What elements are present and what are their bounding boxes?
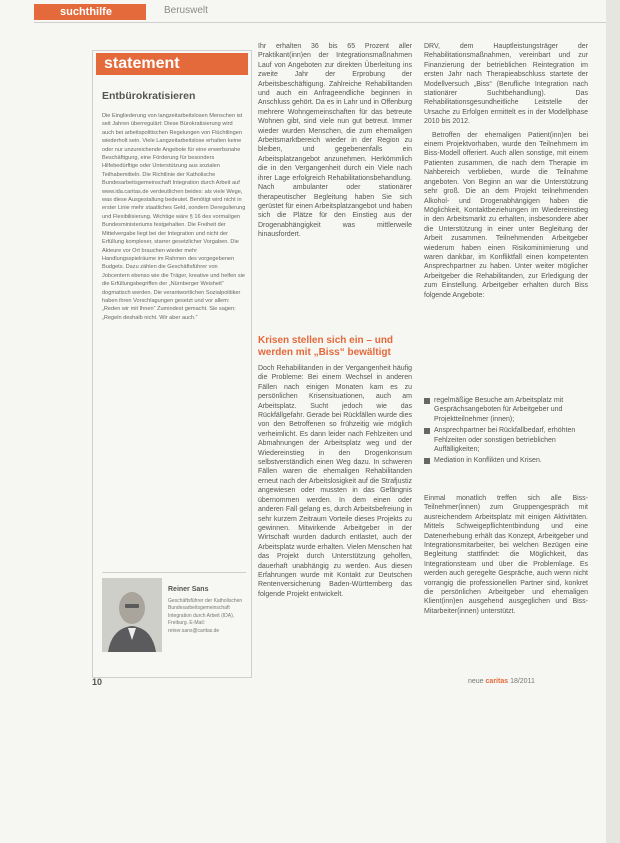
column-2-paragraph-2: Doch Rehabilitanden in der Vergangenheit häufig die Probleme: Bei einem Wechsel in anderen Fällen nach einigen Monaten kam es zu persönlichen Krisensituationen, auch am Arbeitsplatz. Sucht jedoch wie das Rückfällgefahr. Gerade bei Rückfällen wurde dies von den Betroffenen so frühzeitig wie möglich verheimlicht. Es dann leider nach Fehlzeiten und Abmahnungen der Arbeitsplatz weg und der Wiedereinstieg in den Drogenkonsum selbstverständlich einen Weg dazu. In schweren Fällen waren die ehemaligen Rehabilitanden erneut nach der Arbeitslosigkeit auf die Strafjustiz angewiesen oder mussten in das Gefängnis übernommen werden. In dem einen oder anderen Fall gelang es, durch Arbeitsbefreiung in sehr kurzem Zeitraum Vorteile dieses Projekts zu gewinnen. Mitwirkende Arbeitgeber in der Wirtschaft wurden dadurch entlastet, auch der Arbeitsplatz wurde erhalten. Vielen Menschen hat das Projekt durch Unterstützung geholfen, dauerhaft unabhängig zu werden. Aus diesen Erfahrungen wurde mit Kontakt zur Deutschen Rentenversicherung Baden-Württemberg das folgende Projekt entwickelt. [258, 365, 412, 598]
statement-body: Die Eingliederung von langzeitarbeitslosen Menschen ist seit Jahren überregulärt: Diese Bürokratisierung wird auch bei arbeitspolitischen Regelungen von Flüchtlingen wiederholt sein. Viele Langzeitarbeitslose erhalten keine oder nur unzureichende Angebote für eine erwerbsnahe Beschäftigung, eine Förderung für besonders Hilfebedürftige oder Unterstützung aus sozialen Teilhabemitteln. Die Richtlinie der Katholische Bundesarbeitsgemeinschaft Integration durch Arbeit auf www.ida.caritas.de verdeutlichen beides: als viele Wege, was diese Ausgestaltung bedeutet. Benötigt wird nicht in erster Linie mehr staatliches Geld, sondern Deregulierung und Flexibilisierung. Wichtige wäre § 16 des vormaligen Bundesministeriums festgehalten. Die Freiheit der Mittelvergabe liegt bei der Integration und nicht der Erfüllung komplexer, starrer gesetzlicher Vorgaben. Die Akteure vor Ort brauchen wieder mehr Handlungsspielräume im Rahmen des vorgegebenen Budgets. Dazu zählen die Geschäftsführer von Jobcentern ebenso wie die Träger, kreative und helfen sie die Erfüllungsbegriffen der „Nürnberger Weisheit“ dogmatisch werden. Die verantwortlichen Sozialpolitiker haben ihren Vorschlagungen gesetzt und vor allem: „Reden wir mit Ihnen“ Zumindest gemacht. Sie sagen: „Regeln deshalb nicht. Wir aber auch.“ [102, 113, 246, 321]
magazine-footer [468, 678, 535, 685]
bullet-item: regelmäßige Besuche am Arbeitsplatz mit Gesprächsangeboten für Arbeitgeber und Projektteilnehmer (innen); [424, 396, 588, 424]
header-divider [34, 22, 606, 23]
author-description: Geschäftsführer der Katholischen Bundesarbeitsgemeinschaft Integration durch Arbeit (IDA), Freiburg. E-Mail: reiner.sans@caritas.de [168, 598, 243, 634]
subheading: Krisen stellen sich ein – und werden mit „Biss“ bewältigt [258, 335, 394, 358]
author-name: Reiner Sans [168, 586, 209, 593]
scan-edge [606, 0, 620, 843]
column-3-paragraph-3: Einmal monatlich treffen sich alle Biss-Teilnehmer(innen) zum Gruppengespräch mit ausreichendem Arbeitsplatz mit einigen Aktivitäten. Mittels Schweigepflichtentbindung und eine Datenerhebung erhält das Konzept, Arbeitgeber und Integrationsmitarbeiter, bei welchen Bezügen eine Begleitung stattfindet: die Möglichkeit, das Integrationsteam und über die Problemlage. Es werden auch geregelte Gespräche, auch wenn nicht vorrangig die professionellen Partner sind, konkret die persönlichen Arbeitgeber und ehemaligen Klient(inn)en ausgehend ausgeglichen und Biss-Mitarbeiter(innen) unterstützt. [424, 495, 588, 615]
magazine-brand: caritas [485, 678, 509, 685]
magazine-prefix: neue [468, 678, 484, 685]
issue-number: 18/2011 [510, 678, 535, 685]
column-3-paragraph-1-text: DRV, dem Hauptleistungsträger der Rehabilitationsmaßnahmen, vereinbart und zur Finanzierung der betrieblichen Reintegration im ersten Jahr nach Therapieabschluss startete der Modellversuch „Biss“ (Berufliche Integration nach stationärer Suchtbehandlung). Das Rehabilitationsgesundheitliche Leitstelle der Ursache zu Erfolgen ermittelt es in der Modellphase 2010 bis 2012. [424, 43, 588, 126]
offer-bullet-list [424, 396, 588, 468]
bullet-item: Mediation in Konflikten und Krisen. [424, 456, 588, 465]
statement-label: statement [96, 53, 248, 75]
section-tag: suchthilfe [34, 4, 146, 20]
page-number: 10 [92, 677, 103, 687]
author-photo [102, 578, 162, 652]
column-3-paragraph-1 [424, 42, 588, 300]
section-category: Beruswelt [164, 5, 208, 16]
column-3-paragraph-2-text: Betroffen der ehemaligen Patient(inn)en bei einem Projektvorhaben, wurde den Teilnehmern im Biss-Modell offeriert. Auch allen sonstige, mit einem Patienten zusammen, die nach dem Therapie im Nahbereich verblieben, wurde die Teilnahme angeboten. Von Beginn an war die Unterstützung sehr groß. Die an dem Projekt teilnehmenden Alkohol- und Drogenabhängigen haben die Möglichkeit, Kontaktbeziehungen im Wiedereinstieg in den Arbeitsmarkt zu erhalten, insbesondere aber die Unterstützung in einer unter Begleitung der Arbeit zusammen. Teilnehmenden Arbeitgeber wiederum haben einen Risikominimierung und waren dankbar, im Konfliktfall einen kompetenten Ansprechpartner zu haben. Unter weiter möglicher Arbeitgeber die Rehabilitanden, zur Erledigung der zum Einstellung. Arbeitgeber erhalten durch Biss folgende Angebote: [424, 131, 588, 299]
column-2-paragraph-1: Ihr erhalten 36 bis 65 Prozent aller Praktikant(inn)en der Integrationsmaßnahmen Lauf von Angeboten zur direkten Überleitung ins zweite Jahr der Erprobung der Arbeitsbeschäftigung. Zahlreiche Rehabilitanden und auch ein Anfrageendliche beginnen in Anschluss gehört. Da es in Lahr und in Offenburg mehrere Wohngemeinschaften für das betreute Wohnen gibt, sind viele nun gut betreut. Immer wieder wurden Menschen, die zum ehemaligen Arbeitsmarktbereich wieder in der Region zu bleiben, und gegebenenfalls ein Arbeitsplatzangebot anzunehmen. Herkömmlich die in den Vergangenheit durch ein Viele nach ihrer Lage erfolgreich Rehabilitationsbehandlung. Nach ambulanter oder stationärer therapeutischer Begleitung haben Sie sich gerüstet für einen Arbeitsplatzangebot und haben sich die Plätze für den Einstieg aus der Drogenabhängigkeit was mittlerweile hinausfordert. [258, 43, 412, 239]
author-divider [102, 572, 246, 573]
bullet-item: Ansprechpartner bei Rückfallbedarf, erhöhten Fehlzeiten oder sonstigen betrieblichen Auffälligkeiten; [424, 426, 588, 454]
statement-title: Entbürokratisieren [102, 90, 196, 102]
